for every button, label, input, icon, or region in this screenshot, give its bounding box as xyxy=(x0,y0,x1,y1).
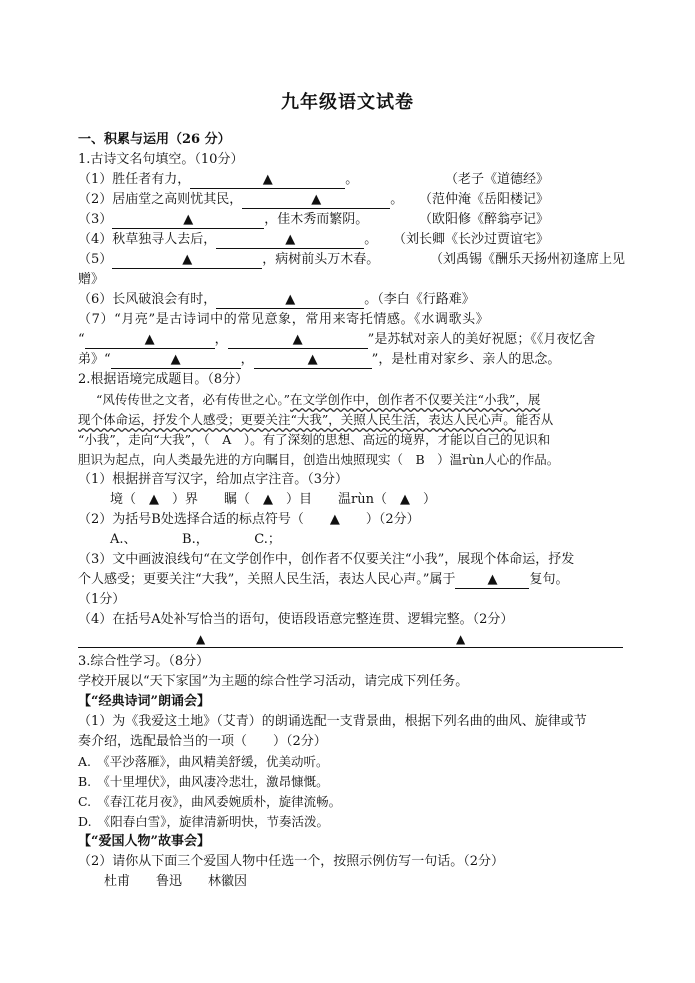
q1-item-7-line3: 弟》“ ▲ ， ▲ ”，是杜甫对家乡、亲人的思念。 xyxy=(78,352,561,367)
q3-people: 杜甫 鲁迅 林徽因 xyxy=(104,874,248,889)
q3-stem: 3.综合性学习。（8分） xyxy=(78,654,210,669)
q2-sub2: （2）为括号B处选择合适的标点符号（ ▲ ）（2分） xyxy=(78,512,420,527)
q1-stem: 1.古诗文名句填空。（10分） xyxy=(78,152,244,167)
answer-blank[interactable]: ▲ xyxy=(455,572,529,589)
q1-item-2: （2）居庙堂之高则忧其民， ▲ 。 （范仲淹《岳阳楼记》 xyxy=(78,192,549,207)
q3-part1-heading: 【“经典诗词”朗诵会】 xyxy=(78,694,210,709)
q1-item-5: （5） ▲ ，病树前头万木春。 （刘禹锡《酬乐天扬州初逢席上见 xyxy=(78,252,625,267)
q2-passage-line2: 现个体命运，抒发个人感受；更要关注“大我”，关照人民生活，表达人民心声。能否从 xyxy=(78,412,554,427)
answer-blank[interactable]: ▲ xyxy=(216,292,364,309)
answer-line[interactable] xyxy=(78,647,623,648)
answer-blank[interactable]: ▲ xyxy=(112,252,262,269)
q2-sub2-options: A.、 B.， C.； xyxy=(110,532,281,547)
q1-item-7: （7）“月亮”是古诗词中的常见意象，常用来寄托情感。《水调歌头》 xyxy=(78,312,490,327)
q3-option-c: C. 《春江花月夜》，曲风委婉质朴，旋律流畅。 xyxy=(78,794,342,809)
answer-blank[interactable]: ▲ xyxy=(190,172,345,189)
answer-blank[interactable]: ▲ xyxy=(112,212,264,229)
q1-item-1: （1）胜任者有力， ▲ 。 （老子《道德经》 xyxy=(78,172,549,187)
q2-sub1-items: 境（ ▲ ）界 瞩（ ▲ ）目 温rùn（ ▲ ） xyxy=(110,492,436,507)
answer-blank[interactable]: ▲ xyxy=(242,192,390,209)
answer-blank[interactable]: ▲ xyxy=(228,332,368,349)
q3-option-a: A. 《平沙落雁》，曲风精美舒缓，优美动听。 xyxy=(78,754,329,769)
q2-sub4: （4）在括号A处补写恰当的语句，使语段语意完整连贯、逻辑完整。（2分） xyxy=(78,612,514,627)
q1-item-5-cont: 赠》 xyxy=(78,272,105,287)
q2-sub3-line1: （3）文中画波浪线句“在文学创作中，创作者不仅要关注“小我”，展现个体命运，抒发 xyxy=(78,552,575,567)
q3-option-b: B. 《十里埋伏》，曲风凄冷悲壮，激昂慷慨。 xyxy=(78,774,329,789)
q3-part1-question: （1）为《我爱这土地》（艾青）的朗诵选配一支背景曲，根据下列名曲的曲风、旋律或节 xyxy=(78,714,587,729)
q3-option-d: D. 《阳春白雪》，旋律清新明快，节奏活泼。 xyxy=(78,814,330,829)
q3-part2-heading: 【“爱国人物”故事会】 xyxy=(78,834,210,849)
section-heading: 一、积累与运用（26 分） xyxy=(78,132,231,147)
q1-item-4: （4）秋草独寻人去后， ▲ 。 （刘长卿《长沙过贾谊宅》 xyxy=(78,232,549,247)
answer-marker: ▲ xyxy=(196,632,206,646)
q1-item-6: （6）长风破浪会有时， ▲ 。（李白《行路难》 xyxy=(78,292,475,307)
q3-part1-question-cont: 奏介绍，选配最恰当的一项（ ）（2分） xyxy=(78,734,327,749)
q2-passage-line1: “风传传世之文者，必有传世之心。”在文学创作中，创作者不仅要关注“小我”，展 xyxy=(96,392,541,407)
q2-sub1: （1）根据拼音写汉字，给加点字注音。（3分） xyxy=(78,472,349,487)
q2-passage-line3: “小我”，走向“大我”，（ A ）。有了深刻的思想、高远的境界，才能以自己的见识和 xyxy=(78,432,551,447)
answer-blank[interactable]: ▲ xyxy=(254,352,372,369)
q3-intro: 学校开展以“天下家国”为主题的综合性学习活动，请完成下列任务。 xyxy=(78,674,469,689)
exam-title: 九年级语文试卷 xyxy=(281,92,414,113)
q1-item-7-line2: “ ▲ ， ▲ ”是苏轼对亲人的美好祝愿；《《月夜忆舍 xyxy=(78,332,596,347)
q2-passage-line4: 胆识为起点，向人类最先进的方向瞩目，创造出烛照现实（ B ）温rùn人心的作品。 xyxy=(78,452,560,467)
answer-blank[interactable]: ▲ xyxy=(111,352,241,369)
q2-sub3-line2: 个人感受；更要关注“大我”，关照人民生活，表达人民心声。”属于 ▲ 复句。 xyxy=(78,572,569,587)
q2-sub3-score: （1分） xyxy=(78,592,126,607)
answer-marker: ▲ xyxy=(456,632,466,646)
answer-blank[interactable]: ▲ xyxy=(85,332,215,349)
q1-item-3: （3） ▲ ，佳木秀而繁阴。 （欧阳修《醉翁亭记》 xyxy=(78,212,549,227)
q3-part2-question: （2）请你从下面三个爱国人物中任选一个，按照示例仿写一句话。（2分） xyxy=(78,854,505,869)
answer-blank[interactable]: ▲ xyxy=(216,232,364,249)
q2-stem: 2.根据语境完成题目。（8分） xyxy=(78,372,249,387)
